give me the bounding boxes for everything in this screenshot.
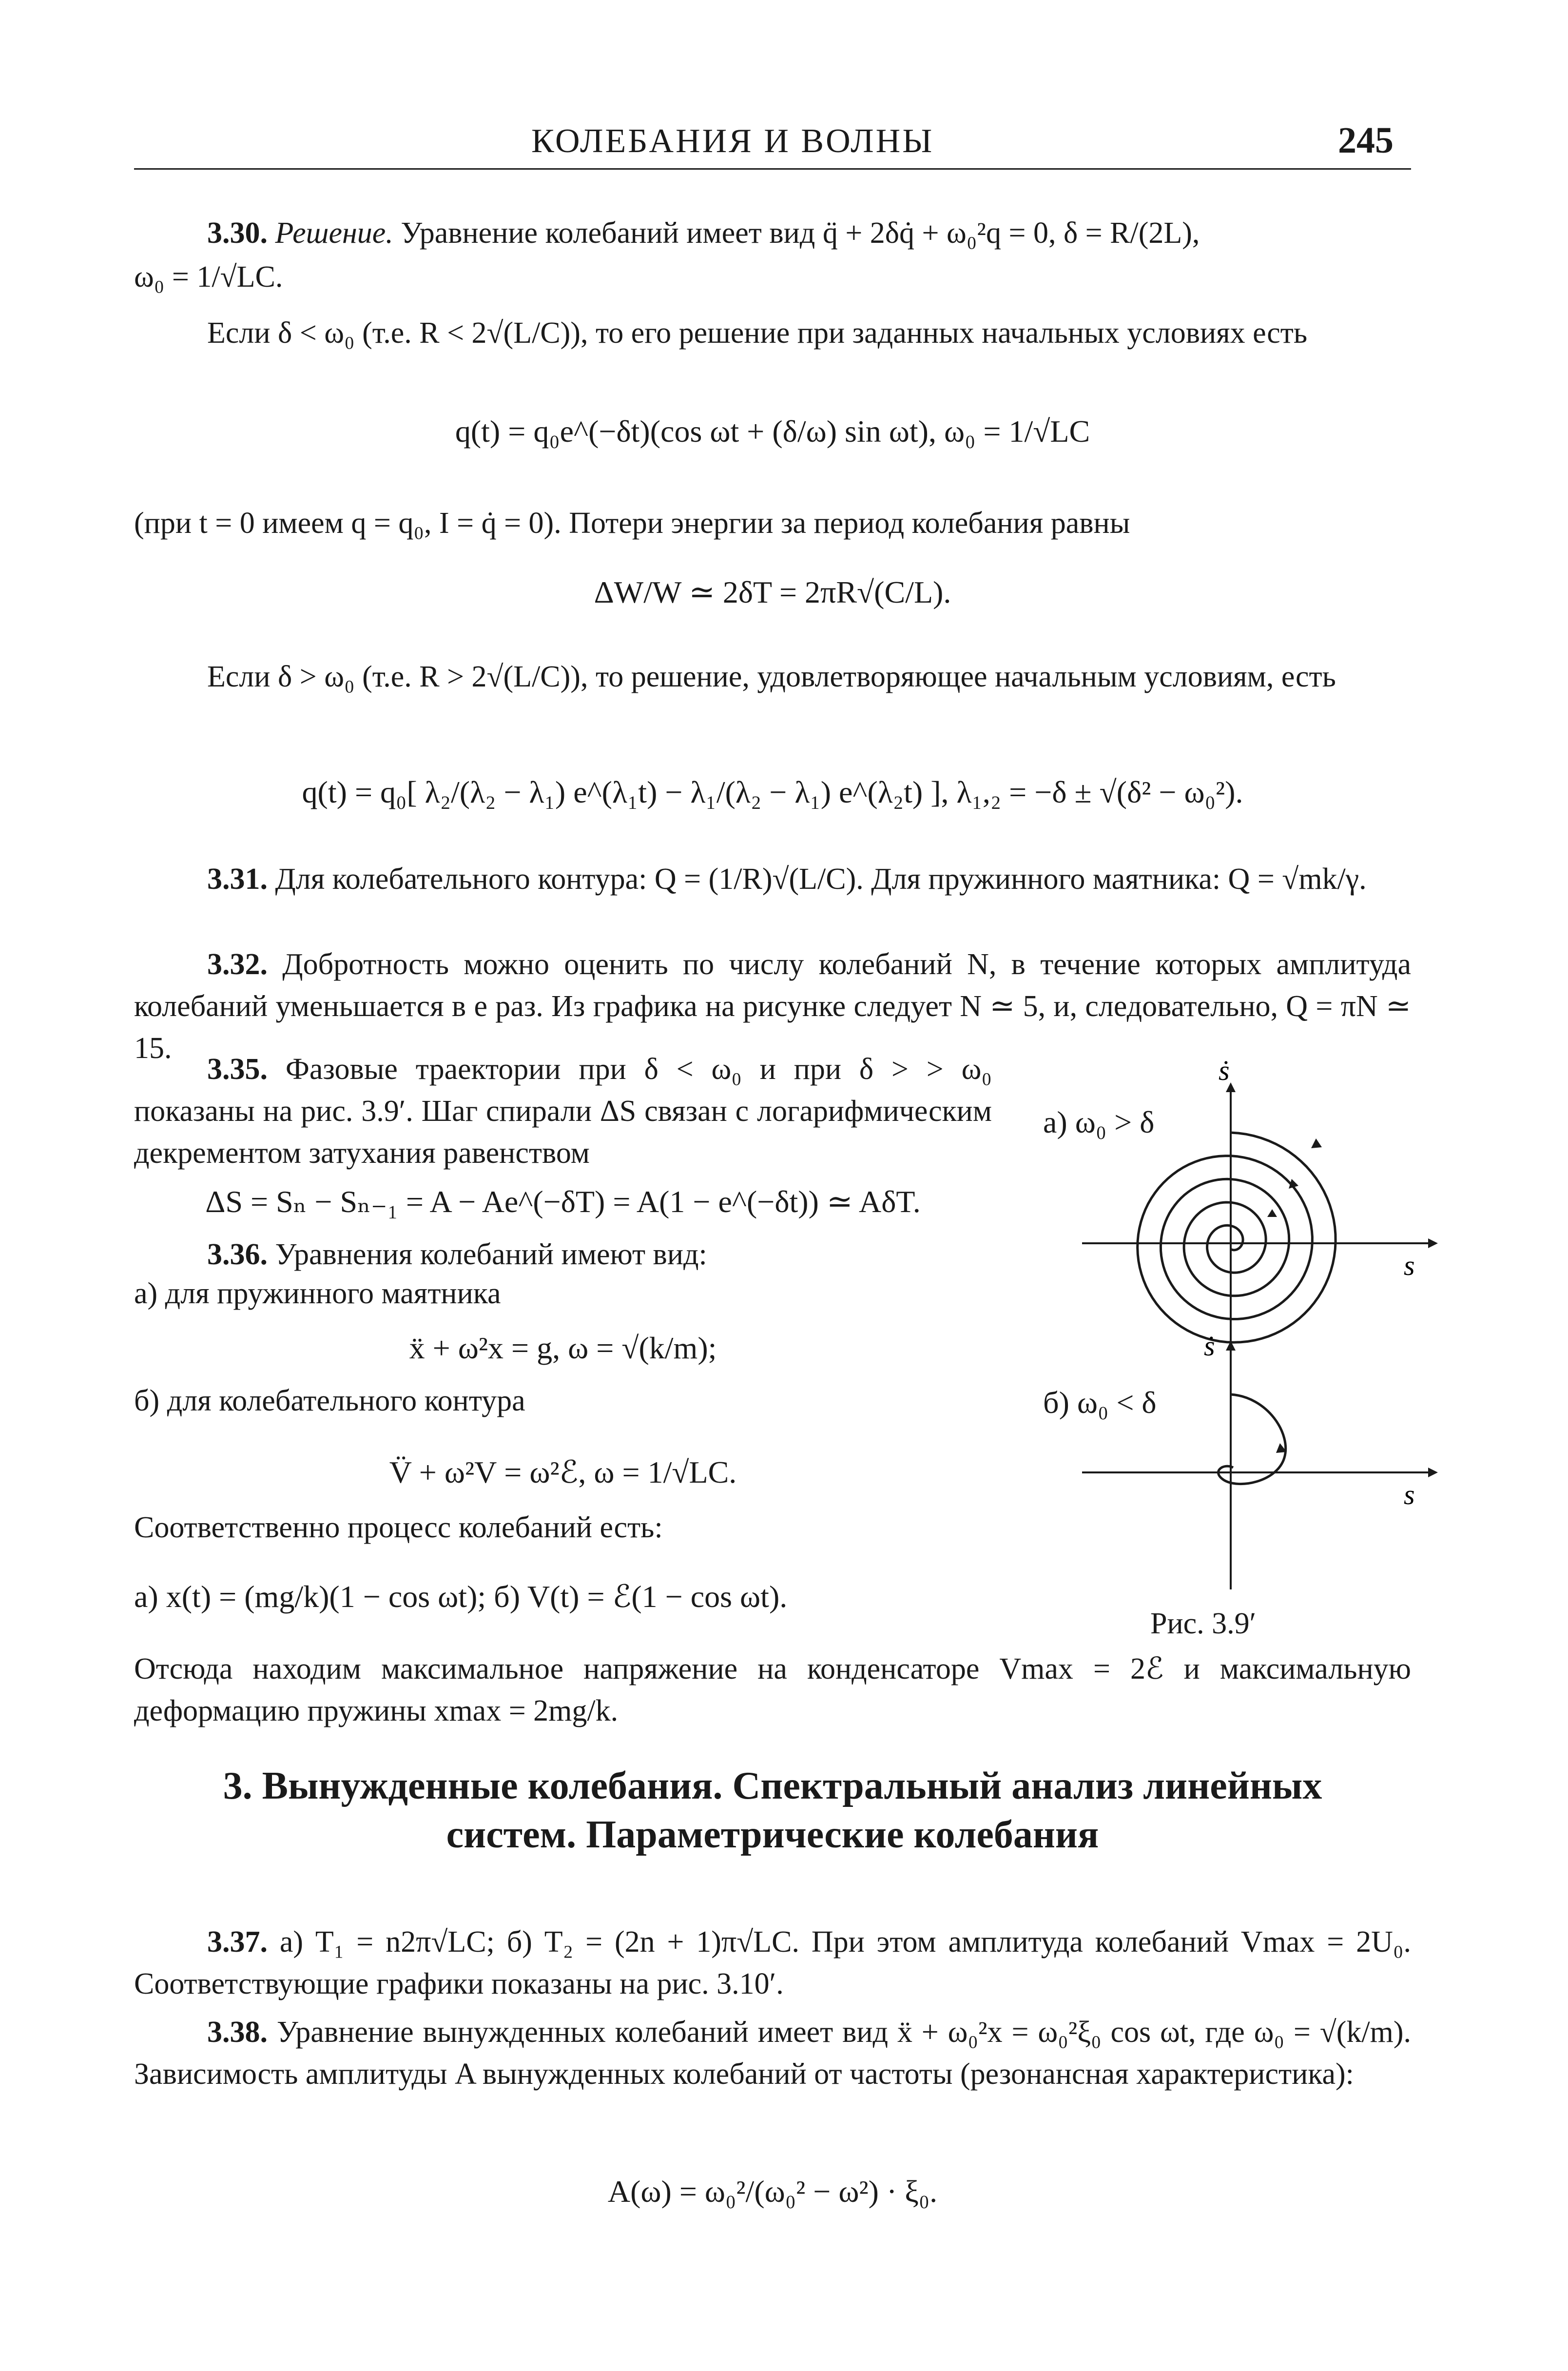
running-header-title: КОЛЕБАНИЯ И ВОЛНЫ	[531, 122, 934, 160]
axis-label-s-a: s	[1404, 1250, 1415, 1281]
process-text: Соответственно процесс колебаний есть:	[134, 1511, 663, 1544]
phase-trajectory-figure	[1063, 1053, 1452, 1609]
aperiodic-trajectory	[1219, 1394, 1286, 1484]
formula-overdamped-solution: q(t) = q₀[ λ₂/(λ₂ − λ₁) e^(λ₁t) − λ₁/(λ₂ − λ₁) e^(λ₂t) ], λ₁,₂ = −δ ± √(δ² − ω₀²).	[302, 775, 1243, 809]
formula-circuit: V̈ + ω²V = ω²ℰ, ω = 1/√LC.	[389, 1455, 737, 1489]
problem-number: 3.38.	[207, 2016, 268, 2049]
omega0-definition: ω₀ = 1/√LC.	[134, 260, 283, 294]
problem-number: 3.37.	[207, 1925, 268, 1959]
figure-label-a: а) ω₀ > δ	[1043, 1105, 1155, 1139]
formula-solutions: а) x(t) = (mg/k)(1 − cos ωt); б) V(t) = ℰ(1 − cos ωt).	[134, 1579, 788, 1614]
figure-caption: Рис. 3.9′	[1150, 1607, 1257, 1640]
equation-text: Уравнение колебаний имеет вид q̈ + 2δq̇ + ω₀²q = 0, δ = R/(2L),	[393, 216, 1200, 250]
formula-spring: ẍ + ω²x = g, ω = √(k/m);	[409, 1331, 717, 1365]
problem-number: 3.36.	[207, 1238, 268, 1271]
formula-underdamped-solution: q(t) = q₀e^(−δt)(cos ωt + (δ/ω) sin ωt), ω₀ = 1/√LC	[455, 414, 1090, 449]
spiral-arrow-1	[1311, 1138, 1322, 1148]
energy-loss-text: (при t = 0 имеем q = q₀, I = q̇ = 0). Потери энергии за период колебания равны	[134, 507, 1130, 540]
damped-spiral-trajectory	[1138, 1133, 1336, 1342]
figure-label-b: б) ω₀ < δ	[1043, 1385, 1157, 1420]
spiral-arrow-2	[1289, 1179, 1298, 1189]
conclusion-text: Отсюда находим максимальное напряжение на конденсаторе Vmax = 2ℰ и максимальную деформацию пружины xmax = 2mg/k.	[134, 1652, 1411, 1727]
page-number: 245	[1338, 120, 1394, 161]
case-underdamped-text: Если δ < ω₀ (т.е. R < 2√(L/C)), то его решение при заданных начальных условиях есть	[207, 316, 1308, 350]
case-b-label: б) для колебательного контура	[134, 1384, 525, 1417]
formula-spiral-step: ΔS = Sₙ − Sₙ₋₁ = A − Ae^(−δT) = A(1 − e^(−δt)) ≃ AδT.	[205, 1184, 921, 1219]
problem-text: Для колебательного контура: Q = (1/R)√(L/C). Для пружинного маятника: Q = √mk/γ.	[268, 862, 1367, 896]
problem-number: 3.35.	[207, 1053, 268, 1086]
problem-3-37	[134, 1921, 1411, 2005]
formula-energy-loss: ΔW/W ≃ 2δT = 2πR√(C/L).	[594, 575, 951, 609]
problem-3-38	[134, 2011, 1411, 2095]
problem-3-35	[134, 1048, 992, 1174]
problem-number: 3.30.	[207, 216, 268, 250]
problem-text: Добротность можно оценить по числу колебаний N, в течение которых амплитуда колебаний уменьшается в e раз. Из графика на рисунке следует N ≃ 5, и, следовательно, Q = πN ≃ 15.	[134, 948, 1411, 1065]
problem-number: 3.31.	[207, 862, 268, 896]
problem-text: Фазовые траектории при δ < ω₀ и при δ > > ω₀ показаны на рис. 3.9′. Шаг спирали ΔS связан с логарифмическим декрементом затухания равенством	[134, 1053, 992, 1170]
formula-resonance: A(ω) = ω₀²/(ω₀² − ω²) · ξ₀.	[607, 2174, 938, 2209]
section-heading-line1: 3. Вынужденные колебания. Спектральный анализ линейных	[223, 1764, 1322, 1807]
problem-number: 3.32.	[207, 948, 268, 981]
problem-text: Уравнение вынужденных колебаний имеет вид ẍ + ω₀²x = ω₀²ξ₀ cos ωt, где ω₀ = √(k/m). Зависимость амплитуды A вынужденных колебаний от частоты (резонансная характеристика):	[134, 2016, 1411, 2091]
axis-label-s-b: s	[1404, 1479, 1415, 1510]
case-a-label: а) для пружинного маятника	[134, 1277, 501, 1310]
case-overdamped-text: Если δ > ω₀ (т.е. R > 2√(L/C)), то решение, удовлетворяющее начальным условиям, есть	[207, 660, 1336, 693]
header-rule	[134, 168, 1411, 170]
problem-3-30-line1	[134, 212, 1411, 254]
problem-text: а) T₁ = n2π√LC; б) T₂ = (2n + 1)π√LC. При этом амплитуда колебаний Vmax = 2U₀. Соответствующие графики показаны на рис. 3.10′.	[134, 1925, 1411, 2000]
problem-3-36	[134, 1234, 992, 1275]
problem-3-31	[134, 858, 1411, 900]
axis-label-sdot-a: ṡ	[1219, 1055, 1230, 1086]
section-heading-line2: систем. Параметрические колебания	[446, 1813, 1099, 1856]
axis-label-sdot-b: ṡ	[1204, 1330, 1215, 1362]
problem-text: Уравнения колебаний имеют вид:	[268, 1238, 707, 1271]
spiral-arrow-3	[1267, 1209, 1277, 1217]
solution-label: Решение.	[275, 216, 393, 250]
